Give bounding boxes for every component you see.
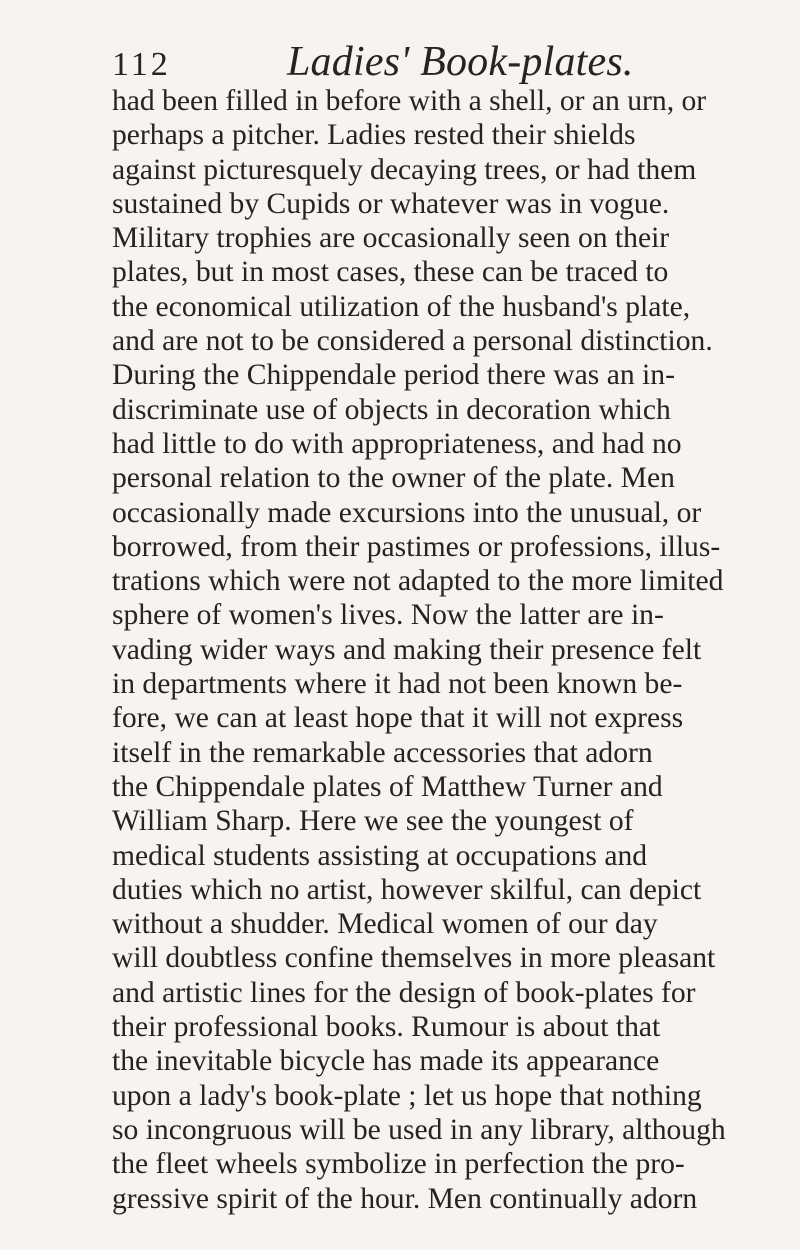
body-text (112, 84, 800, 1216)
text-line: perhaps a pitcher. Ladies rested their shields (112, 119, 636, 152)
text-line: sustained by Cupids or whatever was in vogue. (112, 187, 670, 220)
text-line: trations which were not adapted to the more limited (112, 565, 724, 598)
text-line: and are not to be considered a personal distinction. (112, 325, 713, 358)
text-line: vading wider ways and making their presence felt (112, 633, 702, 666)
text-line: against picturesquely decaying trees, or had them (112, 153, 697, 186)
text-line: occasionally made excursions into the unusual, or (112, 496, 702, 529)
running-title: Ladies' Book-plates. (287, 39, 634, 85)
text-line: upon a lady's book-plate ; let us hope that nothing (112, 1079, 702, 1112)
text-line: borrowed, from their pastimes or professions, illus- (112, 530, 721, 563)
text-line: gressive spirit of the hour. Men continually adorn (112, 1182, 698, 1215)
text-line: had been filled in before with a shell, or an urn, or (112, 85, 707, 117)
page-number: 112 (112, 46, 171, 83)
text-line: duties which no artist, however skilful, can depict (112, 873, 702, 906)
text-line: Military trophies are occasionally seen on their (112, 222, 670, 255)
text-line: without a shudder. Medical women of our day (112, 908, 658, 941)
text-line: plates, but in most cases, these can be traced to (112, 256, 669, 289)
text-line: and artistic lines for the design of book-plates for (112, 976, 696, 1009)
text-line: sphere of women's lives. Now the latter are in- (112, 599, 664, 632)
text-line: in departments where it had not been known be- (112, 668, 683, 701)
text-line: will doubtless confine themselves in more pleasant (112, 942, 716, 975)
text-line: William Sharp. Here we see the youngest of (112, 805, 634, 838)
text-line: medical students assisting at occupations and (112, 839, 648, 872)
text-line: fore, we can at least hope that it will not express (112, 702, 684, 735)
text-line: the economical utilization of the husband's plate, (112, 290, 691, 323)
text-line: the fleet wheels symbolize in perfection the pro- (112, 1148, 685, 1181)
text-line: itself in the remarkable accessories that adorn (112, 736, 653, 769)
text-line: the Chippendale plates of Matthew Turner and (112, 770, 663, 803)
text-line: so incongruous will be used in any library, although (112, 1113, 726, 1146)
text-line: During the Chippendale period there was an in- (112, 359, 675, 392)
text-line: discriminate use of objects in decoration which (112, 393, 671, 426)
text-line: had little to do with appropriateness, and had no (112, 427, 682, 460)
text-line: the inevitable bicycle has made its appearance (112, 1045, 660, 1078)
running-head (0, 38, 800, 88)
text-line: their professional books. Rumour is about that (112, 1011, 661, 1044)
text-line: personal relation to the owner of the plate. Men (112, 462, 675, 495)
